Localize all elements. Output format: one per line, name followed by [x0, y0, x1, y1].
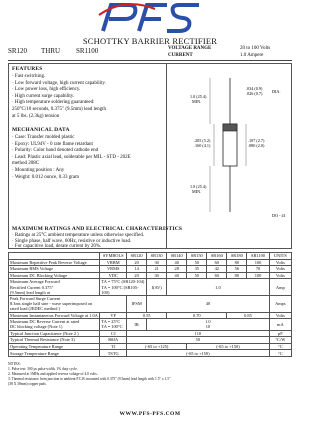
document-title: SCHOTTKY BARRIER RECTIFIER: [82, 36, 218, 46]
table-header-cell: SR180: [227, 253, 247, 260]
param-text: (9.5mm) lead length at: [10, 289, 50, 295]
part-first: SR120: [8, 47, 28, 55]
note-line: 3. Thermal resistance from junction to ambient P.C.B. mounted with 0.375" (9.5mm) lead length with 1.5" x 1.5": [8, 377, 171, 381]
symbol-cell: TSTG: [100, 350, 127, 357]
table-row: [9, 279, 292, 296]
dim-text: .107 (2.7): [248, 138, 265, 143]
symbol-cell: VF: [100, 312, 127, 319]
param-cell: Typical Thermal Resistance (Note 3): [9, 337, 100, 344]
mechanical-heading: MECHANICAL DATA: [12, 127, 70, 133]
ratings-table: [8, 252, 292, 357]
value-cell: 40: [167, 259, 187, 266]
value-text: 1.0: [205, 319, 211, 325]
param-cell: [9, 279, 100, 296]
current-label: CURRENT: [168, 53, 193, 58]
unit-cell: Volts: [269, 272, 291, 279]
value-text: 10: [205, 324, 211, 330]
ratings-list: [12, 233, 144, 250]
table-header-cell: SR160: [207, 253, 227, 260]
symbol-cell: VRRM: [100, 259, 127, 266]
unit-cell: Volts: [269, 312, 291, 319]
param-cell: [9, 295, 127, 312]
value-cell: 40: [167, 272, 187, 279]
dim-text: .205 (5.2): [194, 138, 211, 143]
mech-item: · Mounting position : Any: [12, 167, 65, 173]
symbol-cell: IFSM: [127, 295, 147, 312]
table-header-row: [9, 253, 292, 260]
param-cell: Maximum RMS Voltage: [9, 266, 100, 273]
value-cell: 0.55: [127, 312, 167, 319]
value-cell: 80: [227, 259, 247, 266]
condition-text: TA = 25°C: [101, 319, 121, 325]
param-text: Rectified Current 0.375": [10, 284, 54, 290]
part-thru: THRU: [41, 47, 61, 55]
voltage-range-label: VOLTAGE RANGE: [168, 46, 212, 51]
value-cell: 100: [247, 259, 269, 266]
value-cell: 50: [187, 259, 207, 266]
param-cell: Maximum Instantaneous Forward Voltage at 1.0A: [10, 312, 98, 318]
unit-cell: °C: [269, 343, 291, 350]
features-heading: FEATURES: [12, 66, 43, 72]
value-cell: 80: [227, 272, 247, 279]
value-cell: 20: [127, 259, 147, 266]
mech-item: · Weight: 0.012 ounce, 0.33 gram: [12, 174, 79, 180]
mech-item: · Case: Transfer molded plastic: [12, 135, 75, 140]
table-header-cell: UNITS: [269, 253, 291, 260]
dim-text: MIN.: [192, 189, 202, 194]
package-name: DO - 41: [272, 213, 286, 218]
unit-cell: Volts: [269, 259, 291, 266]
table-header-cell: SR130: [147, 253, 167, 260]
symbol-cell: VRMS: [100, 266, 127, 273]
unit-cell: Amp: [269, 279, 291, 296]
value-cell: 14: [127, 266, 147, 273]
table-header-cell: SR140: [167, 253, 187, 260]
features-list: [12, 74, 106, 120]
mech-item: · Epoxy: UL94V - 0 rate flame retardant: [12, 141, 93, 147]
value-cell: [147, 319, 270, 330]
feature-item: · Low forward voltage, high current capability.: [12, 80, 106, 86]
note-line: NOTES:: [8, 362, 21, 366]
notes-block: [8, 362, 171, 387]
value-cell: 0.85: [227, 312, 269, 319]
website-footer: WWW.PFS-PFS.COM: [119, 411, 181, 417]
symbol-cell: TJ: [100, 343, 127, 350]
dim-text: 1.0 (25.4): [190, 94, 207, 99]
dim-text: .026 (0.7): [246, 91, 263, 96]
value-cell: 1.0: [167, 279, 269, 296]
ratings-heading: MAXIMUM RATINGS AND ELECTRICAL CHARACTERISTICS: [12, 226, 183, 232]
value-cell: 21: [147, 266, 167, 273]
dim-text: .034 (0.9): [246, 86, 263, 91]
mechanical-list: [12, 135, 131, 181]
unit-cell: mA: [269, 319, 291, 330]
table-row: [9, 259, 292, 266]
table-row: [9, 343, 292, 350]
param-cell: Operating Temperature Range: [9, 343, 100, 350]
note-line: 2. Measured at 1MHz and applied reverse voltage of 4.0 volts.: [8, 372, 98, 376]
condition-text: TA = 100°C: [101, 324, 123, 330]
feature-item: · High temperature soldering guaranteed:: [12, 100, 95, 106]
condition-cell: [100, 319, 127, 330]
value-cell: (-65 to +150): [127, 350, 270, 357]
unit-cell: °C: [269, 350, 291, 357]
dim-text: .080 (2.0): [248, 143, 265, 148]
symbol-cell: CJ: [100, 330, 127, 337]
value-cell: 35: [187, 266, 207, 273]
param-cell: Typical Junction Capacitance (Note 2 ): [9, 330, 100, 337]
unit-cell: °C/W: [269, 337, 291, 344]
value-cell: 100: [247, 272, 269, 279]
param-cell: [9, 319, 100, 330]
feature-item: · High current surge capability.: [12, 93, 75, 99]
value-cell: 42: [207, 266, 227, 273]
param-text: Maximum DC Reverse Current at rated: [10, 319, 80, 325]
note-line: (38 X 38mm) copper pads.: [8, 382, 47, 386]
table-row: [9, 337, 292, 344]
value-cell: 50: [187, 272, 207, 279]
dim-text: 1.0 (25.4): [190, 184, 207, 189]
table-row: [9, 330, 292, 337]
rating-item: · Single phase, half wave, 60Hz, resistive or inductive load.: [12, 238, 132, 244]
value-cell: 110: [127, 330, 270, 337]
dim-text: .160 (4.1): [194, 143, 211, 148]
company-logo: [95, 1, 205, 35]
dim-text: MIN.: [192, 99, 202, 104]
value-cell: 60: [207, 272, 227, 279]
table-row: [9, 312, 292, 319]
table-header-cell: SR120: [127, 253, 147, 260]
value-cell: 40: [147, 295, 270, 312]
rating-item: · For capacitive load, derate current by 20%.: [12, 244, 102, 250]
table-header-cell: [9, 253, 100, 260]
dim-text: DIA.: [272, 89, 281, 94]
value-cell: 28: [167, 266, 187, 273]
condition-text: 100): [101, 289, 110, 295]
part-last: SR1100: [76, 47, 99, 55]
divider: [8, 60, 292, 61]
symbol-cell: I(AV): [147, 279, 167, 296]
condition-cell: [100, 279, 147, 296]
feature-item: 250°C/10 seconds, 0.375" (9.5mm) lead length: [12, 106, 107, 112]
value-cell: 56: [227, 266, 247, 273]
value-cell: 0.70: [167, 312, 227, 319]
value-cell: (-65 to +150): [187, 343, 269, 350]
param-text: DC blocking voltage (Note 1): [10, 324, 63, 330]
table-row: [9, 266, 292, 273]
value-cell: 30: [147, 272, 167, 279]
unit-cell: pF: [269, 330, 291, 337]
value-cell: 60: [207, 259, 227, 266]
table-row: [9, 272, 292, 279]
value-cell: 50: [127, 337, 270, 344]
feature-item: at 5 lbs. (2.3kg) tension: [12, 113, 60, 119]
param-text: Peak Forward Surge Current: [10, 295, 61, 301]
param-text: rated load (JEDEC method ): [10, 306, 60, 312]
unit-cell: Volts: [269, 266, 291, 273]
value-cell: 70: [247, 266, 269, 273]
param-cell: Storage Temperature Range: [9, 350, 100, 357]
symbol-cell: RθJA: [100, 337, 127, 344]
param-cell: Maximum DC Blocking Voltage: [9, 272, 100, 279]
mech-item: method 208C: [12, 161, 40, 167]
feature-item: · Fast switching.: [12, 74, 46, 79]
table-row: [9, 319, 292, 330]
mech-item: · Lead: Plastic axial lead, solderable per MIL - STD - 202E: [12, 154, 131, 160]
package-drawing: [168, 70, 292, 220]
table-header-cell: SR1100: [247, 253, 269, 260]
symbol-cell: VDC: [100, 272, 127, 279]
unit-cell: Amps: [269, 295, 291, 312]
rating-item: · Ratings at 25°C ambient temperature unless otherwise specified.: [12, 233, 145, 238]
value-cell: (-65 to +125): [127, 343, 187, 350]
param-cell: Maximum Repetitive Peak Reverse Voltage: [9, 259, 100, 266]
current-value: 1.0 Ampere: [240, 53, 264, 58]
feature-item: · Low power loss, high efficiency.: [12, 87, 81, 93]
condition-text: TA = 100°C (SR105-: [101, 284, 139, 290]
value-cell: 30: [147, 259, 167, 266]
symbol-cell: IR: [127, 319, 147, 330]
table-row: [9, 295, 292, 312]
table-row: [9, 350, 292, 357]
table-header-cell: SYMBOLS: [100, 253, 127, 260]
table-header-cell: SR150: [187, 253, 207, 260]
param-text: 8.3ms single half sine - wave superimposed on: [10, 301, 93, 307]
param-text: Maximum Average Forward: [10, 279, 60, 285]
note-line: 1. Pulse test: 300 µs pulse width, 1% duty cycle.: [8, 367, 78, 371]
condition-text: TA = 75°C (SR120-104): [101, 279, 145, 285]
value-cell: 20: [127, 272, 147, 279]
mech-item: · Polarity: Color band denoted cathode end: [12, 148, 99, 154]
voltage-range-value: 20 to 100 Volts: [240, 46, 271, 51]
